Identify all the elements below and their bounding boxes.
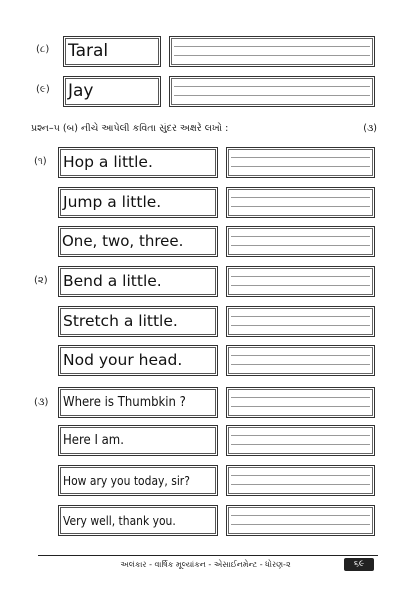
page-number-badge: ૬૯ (344, 558, 374, 571)
word-box (63, 36, 161, 67)
poem-line-box (58, 306, 218, 337)
poem-line-text: Nod your head. (63, 351, 183, 369)
word-text: Taral (68, 41, 109, 61)
footer-text: અલંકાર - વાર્ષિક મૂલ્યાંકન - એસાઈનમેન્ટ - ધોરણ-૨ (120, 560, 291, 569)
poem-line-text: Stretch a little. (63, 312, 178, 330)
poem-line-text: Here I am. (63, 433, 124, 448)
poem-line-box (58, 266, 218, 297)
poem-line-text: One, two, three. (62, 232, 184, 250)
poem-line-text: Hop a little. (63, 153, 153, 171)
writing-lines[interactable] (226, 465, 375, 496)
poem-line-box (58, 505, 218, 536)
footer-divider (38, 555, 378, 556)
writing-lines[interactable] (226, 505, 375, 536)
question-marks: (૩) (363, 123, 377, 134)
writing-lines[interactable] (226, 345, 375, 376)
poem-line-text: Very well, thank you. (63, 513, 176, 528)
poem-line-text: Bend a little. (63, 272, 162, 290)
writing-lines[interactable] (226, 187, 375, 218)
word-box (63, 76, 161, 107)
poem-line-box (58, 187, 218, 218)
writing-lines[interactable] (226, 147, 375, 178)
poem-line-box (58, 226, 218, 257)
writing-lines[interactable] (226, 425, 375, 456)
poem-line-text: Where is Thumbkin ? (63, 395, 186, 410)
writing-lines[interactable] (169, 76, 375, 107)
writing-lines[interactable] (226, 306, 375, 337)
poem-line-box (58, 345, 218, 376)
row-number: (૯) (36, 84, 50, 95)
poem-line-box (58, 465, 218, 496)
poem-line-text: Jump a little. (63, 193, 162, 211)
row-number: (૮) (36, 44, 50, 55)
question-label: પ્રશ્ન–૫ (બ) નીચે આપેલી કવિતા સુંદર અક્ષરે લખો : (31, 123, 229, 134)
group-number: (૨) (34, 275, 48, 286)
word-text: Jay (68, 81, 94, 101)
group-number: (૩) (34, 397, 49, 408)
writing-lines[interactable] (226, 266, 375, 297)
poem-line-box (58, 387, 218, 418)
question-heading (31, 123, 377, 134)
poem-line-text: How ary you today, sir? (63, 473, 190, 488)
poem-line-box (58, 147, 218, 178)
writing-lines[interactable] (169, 36, 375, 67)
poem-line-box (58, 425, 218, 456)
writing-lines[interactable] (226, 387, 375, 418)
group-number: (૧) (34, 156, 47, 167)
writing-lines[interactable] (226, 226, 375, 257)
